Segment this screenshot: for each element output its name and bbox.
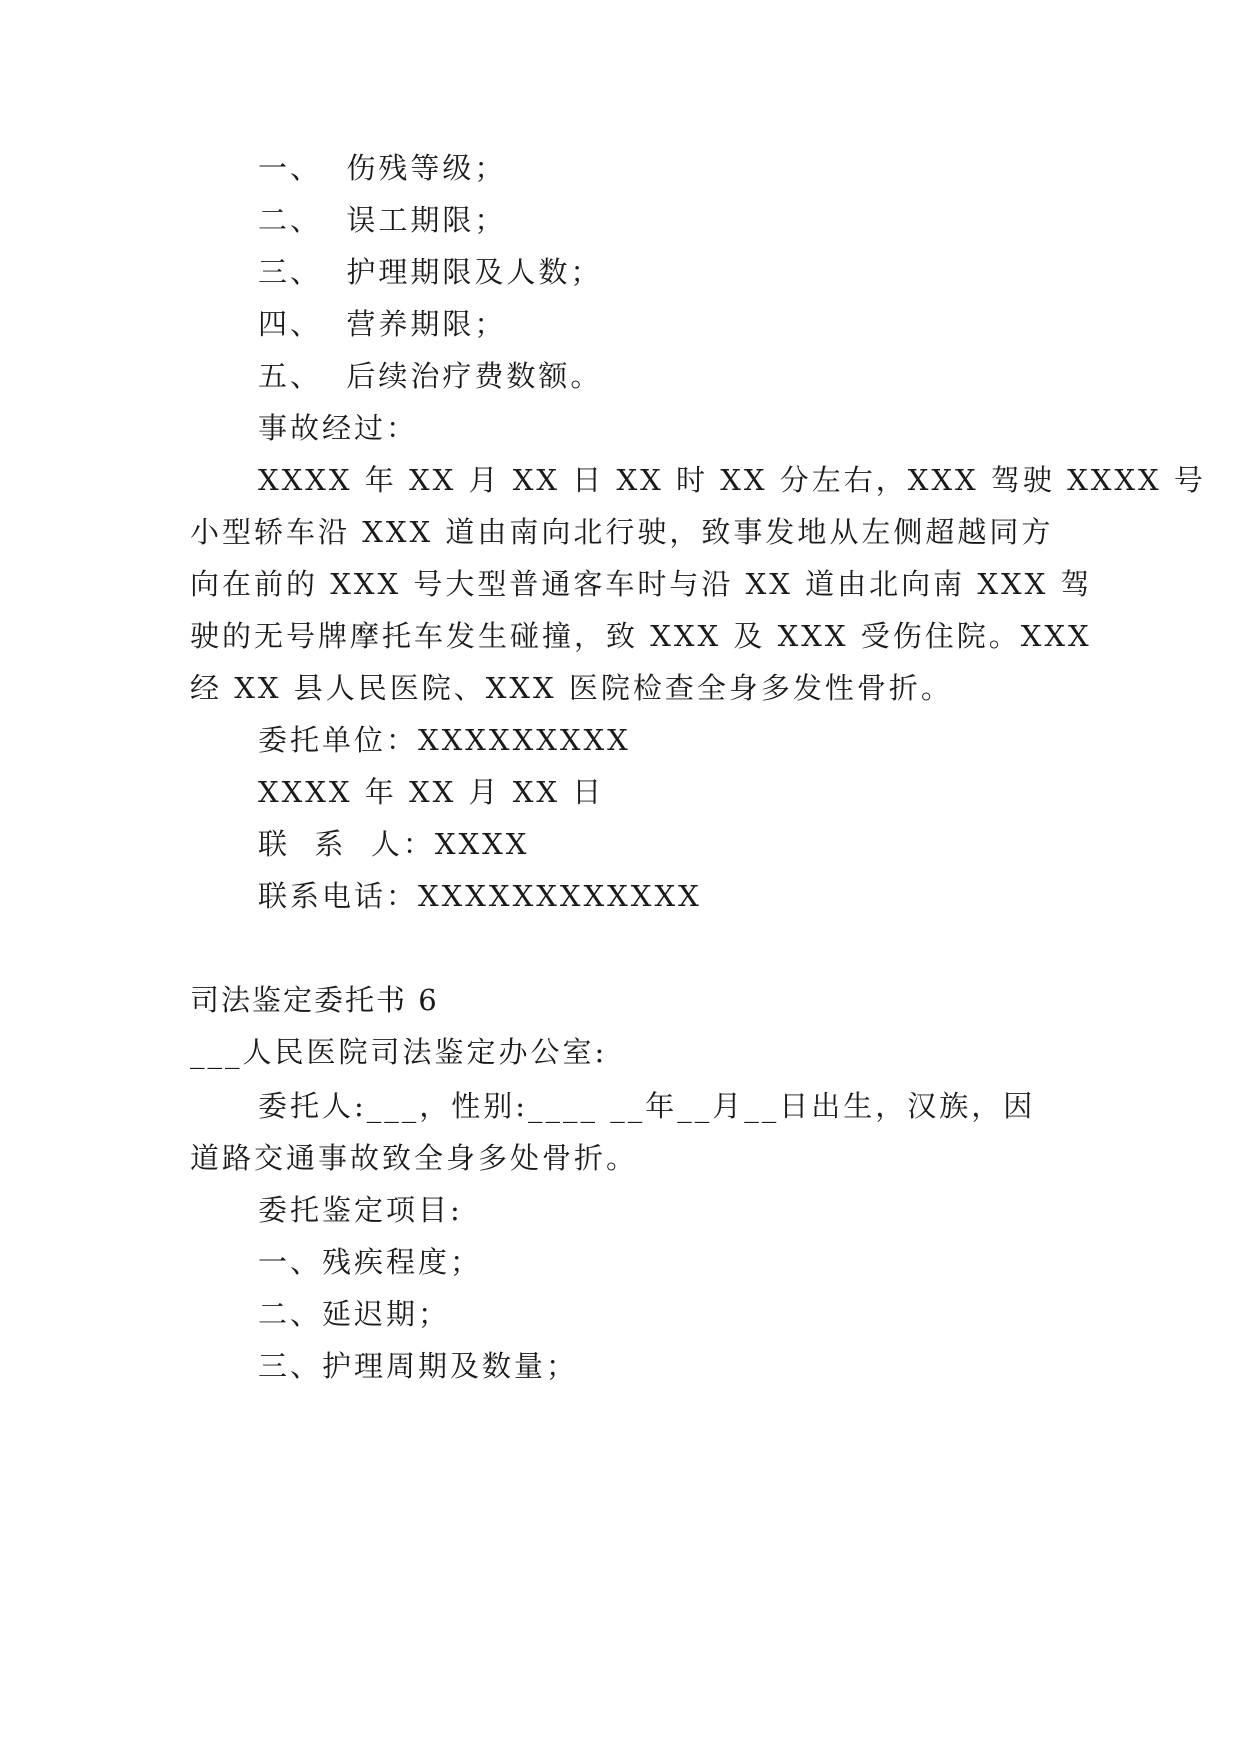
- list-item: 五、 后续治疗费数额。: [258, 359, 603, 393]
- list-item: 三、 护理期限及人数；: [258, 255, 603, 289]
- paragraph-line: 向在前的 XXX 号大型普通客车时与沿 XX 道由北向南 XXX 驾: [190, 567, 1093, 601]
- section-title: 司法鉴定委托书 6: [190, 983, 439, 1017]
- document-date: XXXX 年 XX 月 XX 日: [258, 775, 605, 809]
- list-item: 四、 营养期限；: [258, 307, 507, 341]
- paragraph-line: XXXX 年 XX 月 XX 日 XX 时 XX 分左右，XXX 驾驶 XXXX 号: [258, 463, 1206, 497]
- list-item: 一、残疾程度；: [258, 1245, 483, 1279]
- paragraph-line: 委托人:___，性别:____ __年__月__日出生，汉族，因: [258, 1089, 1036, 1123]
- entrusting-unit: 委托单位：XXXXXXXXX: [258, 723, 631, 757]
- contact-phone: 联系电话：XXXXXXXXXXXX: [258, 879, 702, 913]
- accident-heading: 事故经过：: [258, 411, 419, 445]
- paragraph-line: 道路交通事故致全身多处骨折。: [190, 1141, 639, 1175]
- paragraph-line: 经 XX 县人民医院、XXX 医院检查全身多发性骨折。: [190, 671, 953, 705]
- list-item: 二、 误工期限；: [258, 203, 507, 237]
- items-heading: 委托鉴定项目:: [258, 1193, 463, 1227]
- list-item: 一、 伤残等级；: [258, 151, 507, 185]
- paragraph-line: 小型轿车沿 XXX 道由南向北行驶，致事发地从左侧超越同方: [190, 515, 1054, 549]
- list-item: 二、延迟期；: [258, 1297, 451, 1331]
- list-item: 三、护理周期及数量；: [258, 1349, 579, 1383]
- addressee: ___人民医院司法鉴定办公室:: [190, 1035, 608, 1069]
- contact-person: 联 系 人：XXXX: [258, 827, 530, 861]
- paragraph-line: 驶的无号牌摩托车发生碰撞，致 XXX 及 XXX 受伤住院。XXX: [190, 619, 1092, 653]
